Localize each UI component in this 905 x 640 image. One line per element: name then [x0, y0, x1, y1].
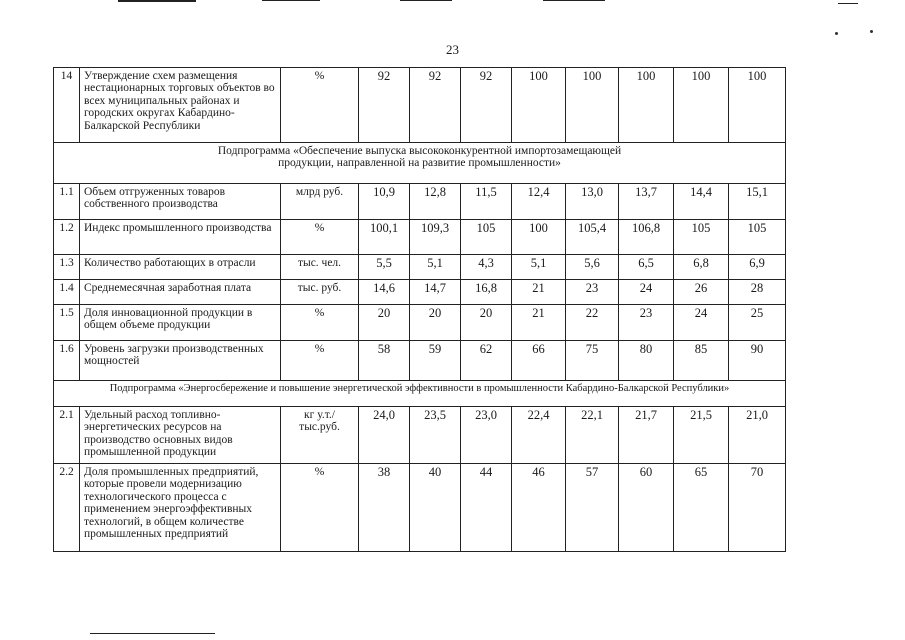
indicator-name: Объем отгруженных товаров собственного производства [80, 184, 281, 220]
value-cell: 80 [619, 341, 674, 381]
value-cell: 100 [512, 68, 566, 143]
row-number: 2.1 [54, 407, 80, 464]
value-cell: 24 [619, 280, 674, 305]
subprogram-title: Подпрограмма «Обеспечение выпуска высококонкурентной импортозамещающей продукции, направленной на развитие промышленности» [54, 143, 786, 184]
value-cell: 23,5 [410, 407, 461, 464]
section-row [54, 143, 786, 184]
value-cell: 58 [359, 341, 410, 381]
value-cell: 13,7 [619, 184, 674, 220]
value-cell: 22 [566, 305, 619, 341]
value-cell: 105,4 [566, 220, 619, 255]
value-cell: 59 [410, 341, 461, 381]
table-row [54, 407, 786, 464]
value-cell: 4,3 [461, 255, 512, 280]
value-cell: 100 [729, 68, 786, 143]
value-cell: 5,5 [359, 255, 410, 280]
value-cell: 85 [674, 341, 729, 381]
section-row [54, 381, 786, 407]
unit-cell: % [281, 464, 359, 552]
value-cell: 21,7 [619, 407, 674, 464]
value-cell: 24 [674, 305, 729, 341]
row-number: 14 [54, 68, 80, 143]
table-row [54, 220, 786, 255]
table-row [54, 341, 786, 381]
value-cell: 40 [410, 464, 461, 552]
unit-cell: % [281, 68, 359, 143]
indicator-name: Утверждение схем размещения нестационарных торговых объектов во всех муниципальных районах и городских округах Кабардино-Балкарской Республики [80, 68, 281, 143]
indicator-name: Доля промышленных предприятий, которые провели модернизацию технологического процесса с применением энергоэффективных технологий, в общем количестве промышленных предприятий [80, 464, 281, 552]
scan-artifact [838, 3, 858, 4]
row-number: 1.5 [54, 305, 80, 341]
subprogram-title: Подпрограмма «Энергосбережение и повышение энергетической эффективности в промышленности Кабардино-Балкарской Республики» [54, 381, 786, 407]
value-cell: 100,1 [359, 220, 410, 255]
unit-cell: млрд руб. [281, 184, 359, 220]
scan-artifact [543, 0, 605, 1]
value-cell: 28 [729, 280, 786, 305]
value-cell: 92 [461, 68, 512, 143]
value-cell: 21 [512, 280, 566, 305]
value-cell: 20 [359, 305, 410, 341]
table-row [54, 305, 786, 341]
indicator-name: Индекс промышленного производства [80, 220, 281, 255]
value-cell: 6,5 [619, 255, 674, 280]
table-row [54, 255, 786, 280]
unit-cell: % [281, 220, 359, 255]
value-cell: 25 [729, 305, 786, 341]
value-cell: 92 [410, 68, 461, 143]
row-number: 1.4 [54, 280, 80, 305]
value-cell: 100 [512, 220, 566, 255]
unit-cell: % [281, 305, 359, 341]
unit-cell: кг у.т./ тыс.руб. [281, 407, 359, 464]
row-number: 1.2 [54, 220, 80, 255]
value-cell: 38 [359, 464, 410, 552]
value-cell: 105 [729, 220, 786, 255]
value-cell: 66 [512, 341, 566, 381]
value-cell: 21 [512, 305, 566, 341]
row-number: 1.1 [54, 184, 80, 220]
scan-artifact [835, 32, 838, 35]
table-row [54, 184, 786, 220]
value-cell: 62 [461, 341, 512, 381]
value-cell: 23,0 [461, 407, 512, 464]
value-cell: 109,3 [410, 220, 461, 255]
indicator-name: Среднемесячная заработная плата [80, 280, 281, 305]
indicator-name: Количество работающих в отрасли [80, 255, 281, 280]
value-cell: 5,6 [566, 255, 619, 280]
value-cell: 100 [566, 68, 619, 143]
value-cell: 26 [674, 280, 729, 305]
value-cell: 5,1 [410, 255, 461, 280]
unit-cell: тыс. чел. [281, 255, 359, 280]
value-cell: 15,1 [729, 184, 786, 220]
value-cell: 106,8 [619, 220, 674, 255]
value-cell: 60 [619, 464, 674, 552]
value-cell: 24,0 [359, 407, 410, 464]
value-cell: 46 [512, 464, 566, 552]
page-number: 23 [446, 42, 459, 57]
value-cell: 57 [566, 464, 619, 552]
scan-artifact [400, 0, 452, 1]
value-cell: 12,4 [512, 184, 566, 220]
value-cell: 44 [461, 464, 512, 552]
scan-artifact [90, 633, 215, 634]
value-cell: 22,4 [512, 407, 566, 464]
value-cell: 90 [729, 341, 786, 381]
table-row [54, 280, 786, 305]
value-cell: 14,6 [359, 280, 410, 305]
value-cell: 6,8 [674, 255, 729, 280]
scan-artifact [118, 0, 196, 2]
value-cell: 6,9 [729, 255, 786, 280]
value-cell: 22,1 [566, 407, 619, 464]
value-cell: 10,9 [359, 184, 410, 220]
row-number: 2.2 [54, 464, 80, 552]
row-number: 1.6 [54, 341, 80, 381]
value-cell: 23 [619, 305, 674, 341]
value-cell: 14,7 [410, 280, 461, 305]
value-cell: 70 [729, 464, 786, 552]
value-cell: 23 [566, 280, 619, 305]
row-number: 1.3 [54, 255, 80, 280]
table-row [54, 464, 786, 552]
value-cell: 75 [566, 341, 619, 381]
value-cell: 21,0 [729, 407, 786, 464]
value-cell: 105 [674, 220, 729, 255]
scan-artifact [870, 30, 873, 33]
value-cell: 20 [410, 305, 461, 341]
indicator-name: Уровень загрузки производственных мощностей [80, 341, 281, 381]
value-cell: 11,5 [461, 184, 512, 220]
value-cell: 14,4 [674, 184, 729, 220]
indicator-name: Удельный расход топливно-энергетических ресурсов на производство основных видов промышленной продукции [80, 407, 281, 464]
value-cell: 20 [461, 305, 512, 341]
value-cell: 12,8 [410, 184, 461, 220]
table-row [54, 68, 786, 143]
indicator-name: Доля инновационной продукции в общем объеме продукции [80, 305, 281, 341]
unit-cell: тыс. руб. [281, 280, 359, 305]
value-cell: 92 [359, 68, 410, 143]
value-cell: 100 [674, 68, 729, 143]
unit-cell: % [281, 341, 359, 381]
value-cell: 65 [674, 464, 729, 552]
scan-artifact [262, 0, 320, 1]
value-cell: 13,0 [566, 184, 619, 220]
value-cell: 5,1 [512, 255, 566, 280]
value-cell: 21,5 [674, 407, 729, 464]
value-cell: 100 [619, 68, 674, 143]
value-cell: 105 [461, 220, 512, 255]
value-cell: 16,8 [461, 280, 512, 305]
indicators-table [53, 67, 786, 552]
